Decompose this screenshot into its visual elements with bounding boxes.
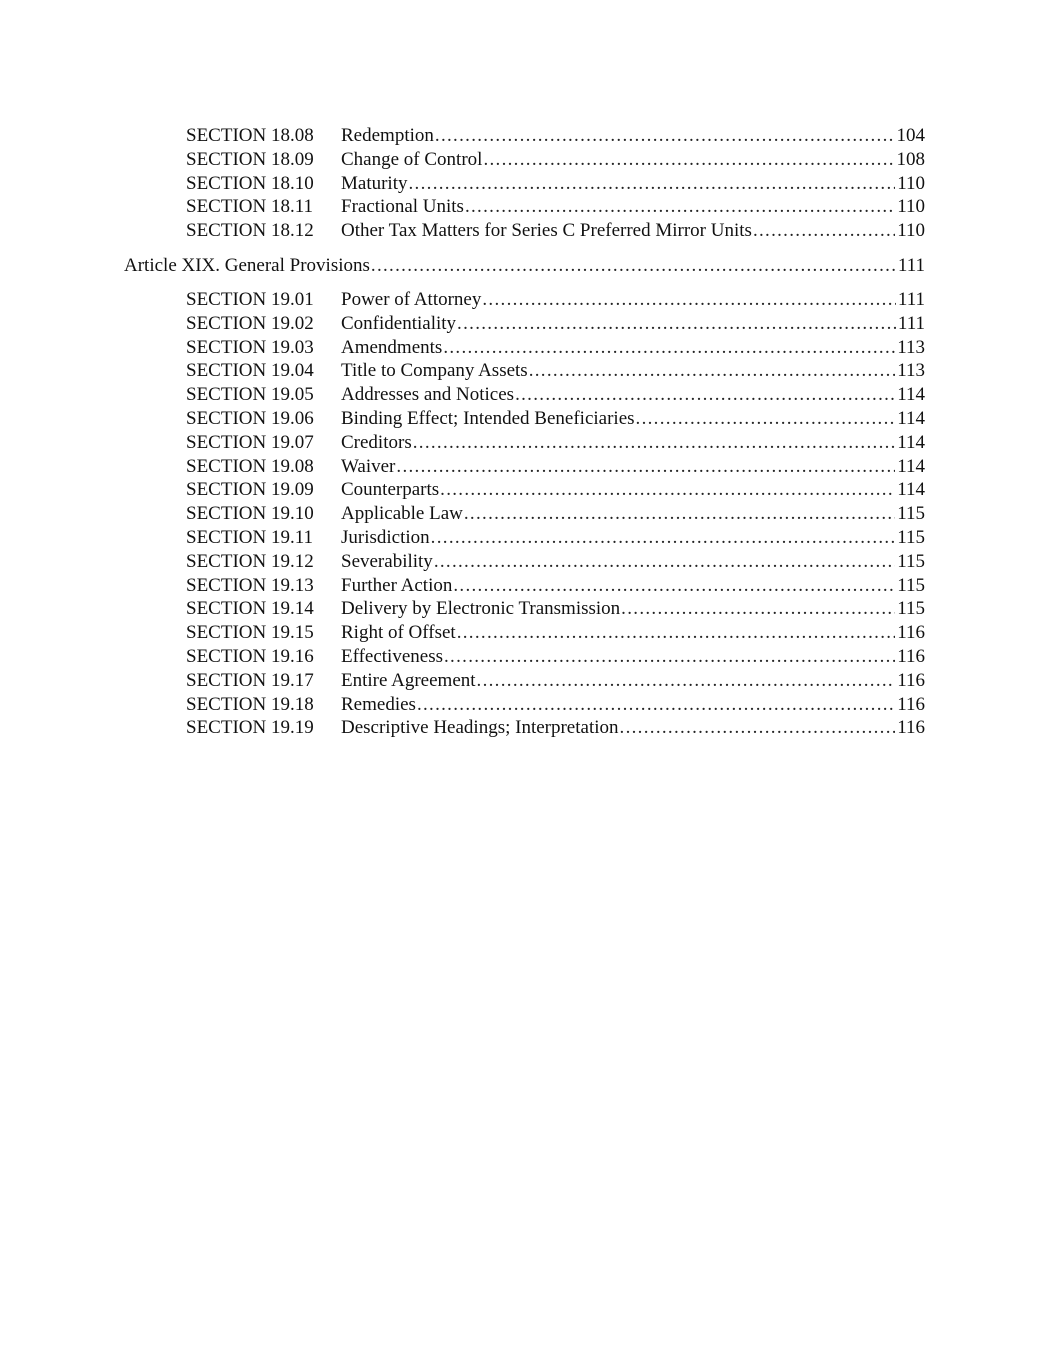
dot-leader: [457, 312, 896, 336]
toc-section-row[interactable]: [186, 455, 925, 479]
toc-section-page: 116: [897, 622, 925, 644]
toc-section-title: Change of Control: [341, 148, 483, 170]
toc-section-number: SECTION 19.09: [186, 479, 314, 501]
toc-section-title: Power of Attorney: [341, 289, 482, 310]
toc-section-row[interactable]: [186, 383, 925, 407]
toc-section-page: 113: [897, 336, 925, 358]
dot-leader: [620, 716, 896, 740]
toc-section-page: 110: [897, 172, 925, 194]
toc-section-row[interactable]: [186, 148, 925, 172]
dot-leader: [453, 574, 895, 598]
toc-section-page: 108: [896, 148, 925, 170]
toc-section-title: Waiver: [341, 455, 396, 477]
toc-section-title: Maturity: [341, 172, 408, 194]
toc-section-number: SECTION 19.04: [186, 360, 314, 382]
toc-article-title: Article XIX. General Provisions: [124, 255, 370, 276]
toc-section-page: 114: [897, 479, 925, 501]
toc-section-number: SECTION 18.12: [186, 220, 314, 242]
toc-section-title: Entire Agreement: [341, 669, 476, 691]
toc-section-title: Effectiveness: [341, 646, 443, 667]
toc-section-page: 115: [897, 503, 925, 525]
toc-section-row[interactable]: [186, 407, 925, 431]
toc-section-page: 115: [897, 527, 925, 548]
toc-section-row[interactable]: [186, 431, 925, 455]
toc-section-row[interactable]: [186, 716, 925, 740]
dot-leader: [409, 172, 896, 196]
toc-section-title: Jurisdiction: [341, 527, 430, 548]
toc-section-number: SECTION 19.16: [186, 646, 314, 667]
toc-article-row[interactable]: [124, 254, 925, 278]
toc-section-page: 113: [897, 360, 925, 382]
toc-section-number: SECTION 19.14: [186, 598, 314, 620]
toc-section-page: 111: [897, 312, 925, 334]
toc-section-number: SECTION 19.01: [186, 289, 314, 310]
toc-section-page: 116: [897, 693, 925, 715]
dot-leader: [440, 478, 895, 502]
toc-section-number: SECTION 19.03: [186, 336, 314, 358]
dot-leader: [417, 693, 895, 717]
toc-section-row[interactable]: [186, 597, 925, 621]
toc-section-number: SECTION 19.18: [186, 693, 314, 715]
toc-section-number: SECTION 19.19: [186, 717, 314, 739]
dot-leader: [477, 669, 896, 693]
dot-leader: [413, 431, 895, 455]
toc-section-title: Addresses and Notices: [341, 384, 515, 406]
dot-leader: [483, 148, 894, 172]
dot-leader: [621, 597, 895, 621]
toc-section-row[interactable]: [186, 669, 925, 693]
dot-leader: [482, 288, 896, 312]
toc-section-title: Applicable Law: [341, 503, 463, 525]
dot-leader: [371, 254, 896, 278]
dot-leader: [529, 359, 896, 383]
toc-section-page: 111: [897, 289, 925, 310]
toc-section-page: 114: [897, 408, 925, 429]
toc-section-number: SECTION 19.05: [186, 384, 314, 406]
toc-section-title: Amendments: [341, 336, 443, 358]
toc-section-page: 115: [897, 598, 925, 620]
toc-section-number: SECTION 19.10: [186, 503, 314, 525]
toc-section-row[interactable]: [186, 526, 925, 550]
dot-leader: [464, 502, 895, 526]
toc-section-row[interactable]: [186, 336, 925, 360]
toc-section-page: 115: [897, 550, 925, 572]
toc-section-page: 116: [897, 646, 925, 667]
toc-section-number: SECTION 18.09: [186, 148, 314, 170]
toc-section-row[interactable]: [186, 478, 925, 502]
toc-section-row[interactable]: [186, 172, 925, 196]
toc-section-title: Redemption: [341, 125, 434, 146]
toc-article-page: 111: [897, 255, 925, 276]
toc-section-title: Counterparts: [341, 479, 440, 501]
toc-section-page: 110: [897, 220, 925, 242]
toc-section-page: 116: [897, 717, 925, 739]
dot-leader: [753, 219, 895, 243]
toc-section-title: Remedies: [341, 693, 416, 715]
toc-section-number: SECTION 19.11: [186, 527, 314, 548]
dot-leader: [457, 621, 896, 645]
toc-section-number: SECTION 18.08: [186, 125, 314, 146]
toc-section-title: Title to Company Assets: [341, 360, 528, 382]
toc-section-title: Severability: [341, 550, 433, 572]
toc-section-row[interactable]: [186, 693, 925, 717]
dot-leader: [465, 195, 895, 219]
toc-section-row[interactable]: [186, 288, 925, 312]
toc-section-number: SECTION 19.07: [186, 431, 314, 453]
toc-section-page: 104: [896, 125, 925, 146]
toc-section-title: Further Action: [341, 574, 453, 596]
toc-section-number: SECTION 19.08: [186, 455, 314, 477]
toc-section-row[interactable]: [186, 621, 925, 645]
dot-leader: [443, 336, 895, 360]
toc-section-page: 110: [897, 196, 925, 218]
dot-leader: [636, 407, 896, 431]
toc-section-row[interactable]: [186, 312, 925, 336]
toc-section-number: SECTION 18.11: [186, 196, 314, 218]
toc-section-page: 114: [897, 455, 925, 477]
toc-section-number: SECTION 18.10: [186, 172, 314, 194]
dot-leader: [444, 645, 895, 669]
toc-section-number: SECTION 19.06: [186, 408, 314, 429]
dot-leader: [431, 526, 896, 550]
dot-leader: [396, 455, 895, 479]
dot-leader: [515, 383, 895, 407]
toc-section-title: Binding Effect; Intended Beneficiaries: [341, 408, 635, 429]
toc-section-row[interactable]: [186, 359, 925, 383]
toc-section-title: Delivery by Electronic Transmission: [341, 598, 621, 620]
toc-section-title: Confidentiality: [341, 312, 457, 334]
toc-section-page: 114: [897, 384, 925, 406]
toc-section-number: SECTION 19.17: [186, 669, 314, 691]
toc-section-title: Creditors: [341, 431, 412, 453]
dot-leader: [434, 550, 895, 574]
toc-section-title: Descriptive Headings; Interpretation: [341, 717, 619, 739]
toc-section-number: SECTION 19.15: [186, 622, 314, 644]
dot-leader: [435, 124, 895, 148]
toc-section-row[interactable]: [186, 195, 925, 219]
toc-section-row[interactable]: [186, 574, 925, 598]
toc-section-row[interactable]: [186, 502, 925, 526]
toc-section-page: 114: [897, 431, 925, 453]
toc-section-page: 116: [897, 669, 925, 691]
toc-section-number: SECTION 19.12: [186, 550, 314, 572]
toc-section-number: SECTION 19.02: [186, 312, 314, 334]
toc-section-number: SECTION 19.13: [186, 574, 314, 596]
toc-section-title: Right of Offset: [341, 622, 456, 644]
toc-section-page: 115: [897, 574, 925, 596]
toc-section-row[interactable]: [186, 550, 925, 574]
toc-section-row[interactable]: [186, 645, 925, 669]
toc-section-row[interactable]: [186, 124, 925, 148]
toc-section-title: Other Tax Matters for Series C Preferred Mirror Units: [341, 220, 752, 242]
toc-section-title: Fractional Units: [341, 196, 464, 218]
toc-section-row[interactable]: [186, 219, 925, 243]
